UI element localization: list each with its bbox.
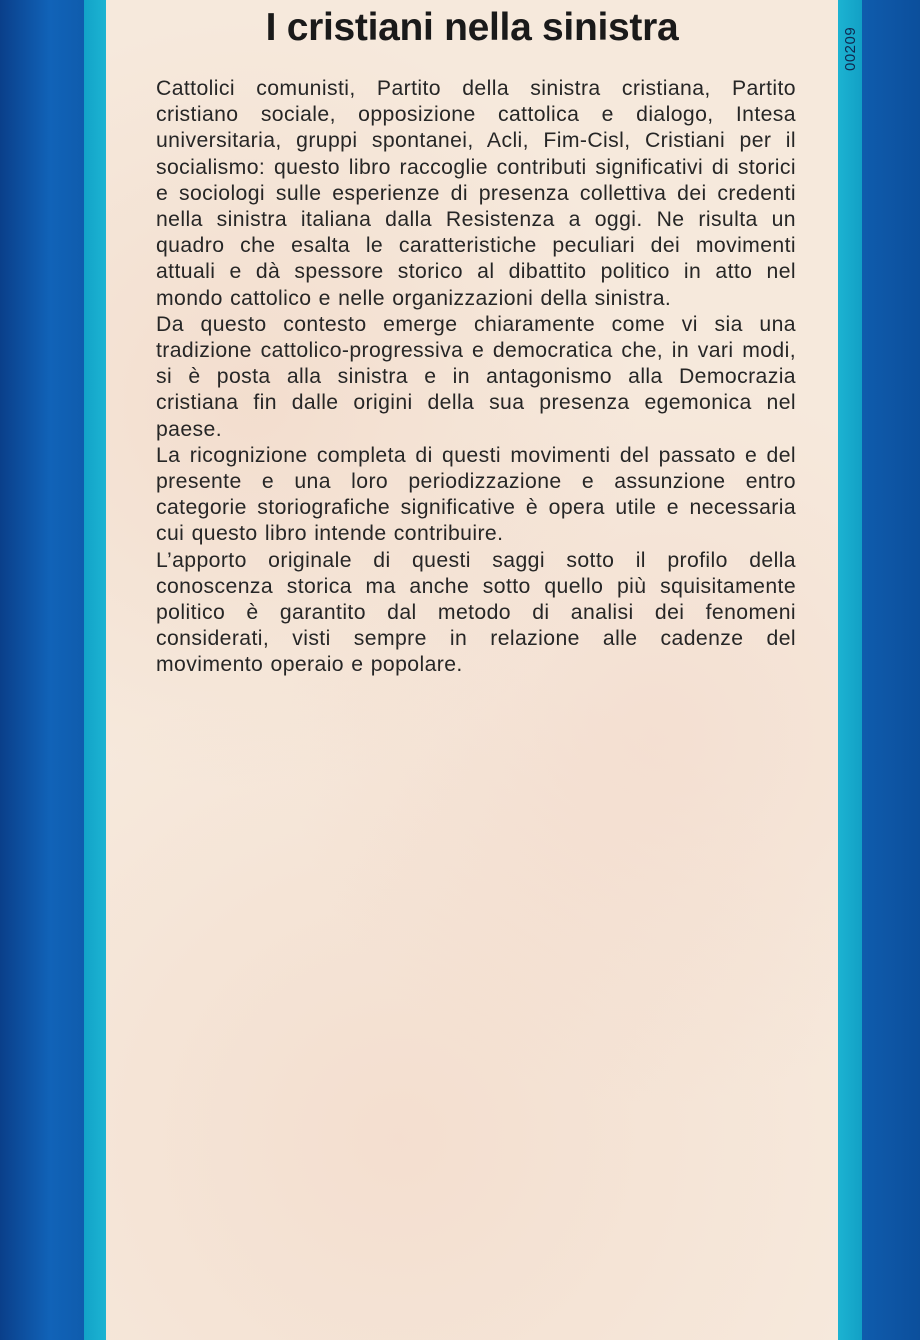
right-blue-band (862, 0, 920, 1340)
book-title: I cristiani nella sinistra (265, 6, 679, 49)
blurb-paragraph-3: La ricognizione completa di questi movimenti del passato e del presente e una loro periodizzazione e assunzione entro categorie storiografiche significative è opera utile e necessaria cui questo libro intende contribuire. (156, 443, 796, 546)
catalog-number: 00209 (842, 26, 859, 72)
blurb-paragraph-4: L’apporto originale di questi saggi sotto il profilo della conoscenza storica ma anche sotto quello più squisitamente politico è garantito dal metodo di analisi dei fenomeni considerati, visti sempre in relazione alle cadenze del movimento operaio e popolare. (156, 548, 796, 677)
blurb-paragraph-1: Cattolici comunisti, Partito della sinistra cristiana, Partito cristiano sociale, opposizione cattolica e dialogo, Intesa universitaria, gruppi spontanei, Acli, Fim-Cisl, Cristiani per il socialismo: questo libro raccoglie contributi significativi di storici e sociologi sulle esperienze di presenza collettiva dei credenti nella sinistra italiana dalla Resistenza a oggi. Ne risulta un quadro che esalta le caratteristiche peculiari dei movimenti attuali e dà spessore storico al dibattito politico in atto nel mondo cattolico e nelle organizzazioni della sinistra. (156, 77, 796, 310)
blurb-paragraph-2: Da questo contesto emerge chiaramente come vi sia una tradizione cattolico-progressiva e democratica che, in vari modi, si è posta alla sinistra e in antagonismo alla Democrazia cristiana fin dalle origini della sua presenza egemonica nel paese. (156, 312, 796, 441)
left-blue-band (0, 0, 84, 1340)
left-cyan-stripe (84, 0, 106, 1340)
right-cyan-stripe (838, 0, 862, 1340)
blurb (156, 76, 796, 679)
